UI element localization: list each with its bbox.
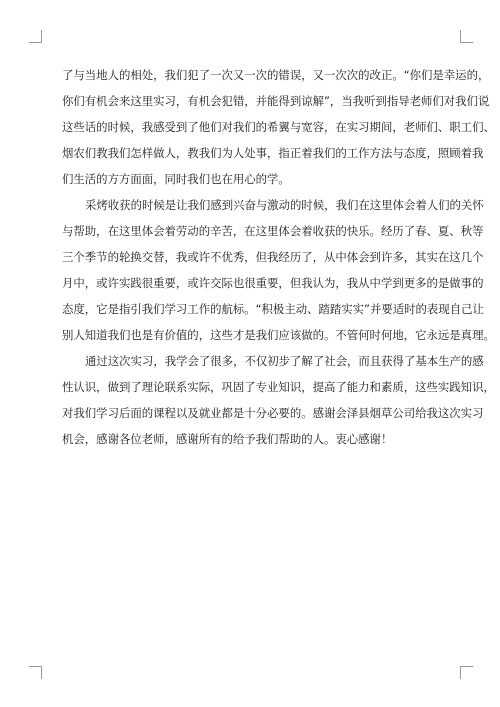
text-line: 们生活的方方面面，同时我们也在用心的学。 xyxy=(62,172,290,186)
document-body xyxy=(62,62,495,452)
crop-mark-bottom-left xyxy=(29,666,42,679)
crop-mark-top-left xyxy=(29,30,42,43)
crop-mark-bottom-right xyxy=(460,666,473,679)
text-line: 三个季节的轮换交替，我或许不优秀，但我经历了，从中体会到许多，其实在这几个 xyxy=(62,250,484,264)
text-line: 通过这次实习，我学会了很多，不仅初步了解了社会，而且获得了基本生产的感 xyxy=(85,354,484,368)
text-line: 性认识，做到了理论联系实际，巩固了专业知识，提高了能力和素质，这些实践知识， xyxy=(62,380,495,394)
text-line: 了与当地人的相处，我们犯了一次又一次的错误，又一次次的改正。“你们是幸运的， xyxy=(62,68,490,82)
text-line: 你们有机会来这里实习，有机会犯错，并能得到谅解”，当我听到指导老师们对我们说 xyxy=(62,94,490,108)
paragraph-2 xyxy=(62,192,495,348)
text-line: 态度，它是指引我们学习工作的航标。“积极主动、踏踏实实”并要适时的表现自己让 xyxy=(62,302,484,316)
text-line: 月中，或许实践很重要，或许交际也很重要，但我认为，我从中学到更多的是做事的 xyxy=(62,276,484,290)
text-line: 烟农们教我们怎样做人，教我们为人处事，指正着我们的工作方法与态度，照顾着我 xyxy=(62,146,484,160)
paragraph-1 xyxy=(62,62,495,192)
paragraph-3 xyxy=(62,348,495,452)
text-line: 别人知道我们也是有价值的，这些才是我们应该做的。不管何时何地，它永远是真理。 xyxy=(62,328,495,342)
text-line: 对我们学习后面的课程以及就业都是十分必要的。感谢会泽县烟草公司给我这次实习 xyxy=(62,406,484,420)
text-line: 与帮助，在这里体会着劳动的辛苦，在这里体会着收获的快乐。经历了春、夏、秋等 xyxy=(62,224,484,238)
crop-mark-top-right xyxy=(460,30,473,43)
text-line: 机会，感谢各位老师，感谢所有的给予我们帮助的人。衷心感谢！ xyxy=(62,432,393,446)
text-line: 采烤收获的时候是让我们感到兴奋与激动的时候，我们在这里体会着人们的关怀 xyxy=(85,198,484,212)
text-line: 这些话的时候，我感受到了他们对我们的希翼与宽容，在实习期间，老师们、职工们、 xyxy=(62,120,495,134)
